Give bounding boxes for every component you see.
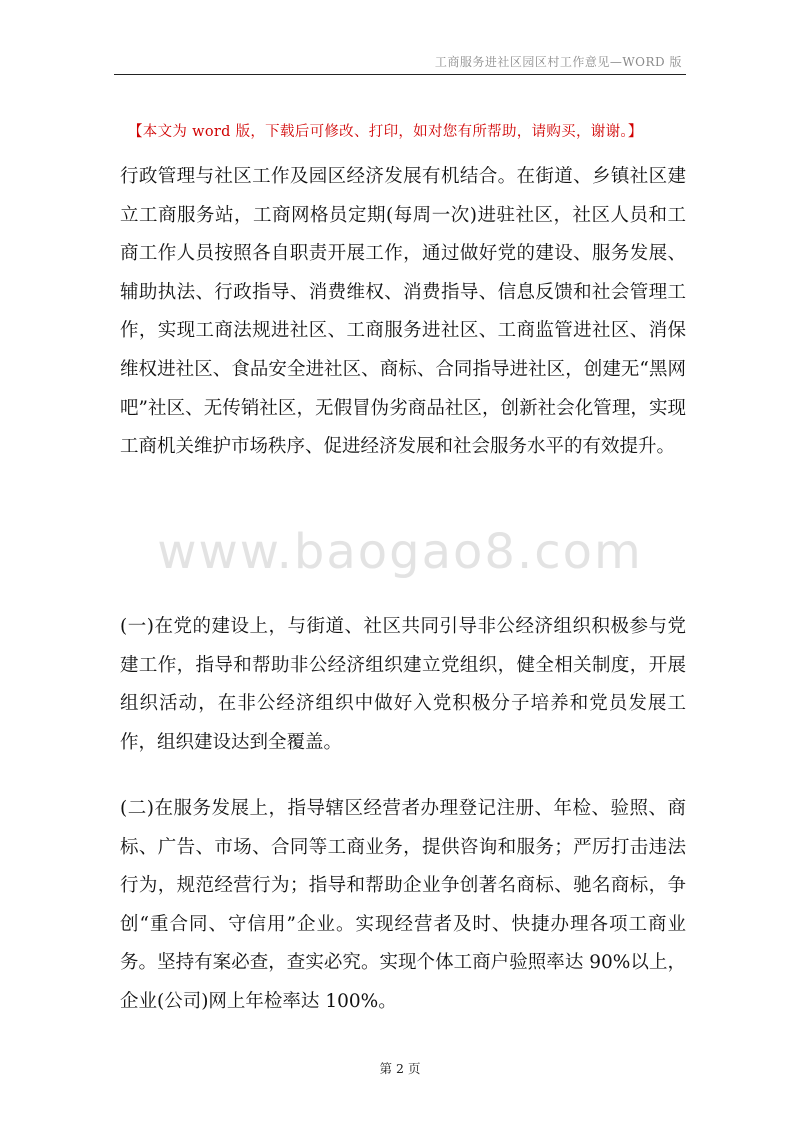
download-notice: 【本文为 word 版，下载后可修改、打印，如对您有所帮助，请购买，谢谢。】 — [128, 124, 643, 140]
watermark: www.baogao8.com — [157, 524, 643, 580]
page-number: 第 2 页 — [379, 1061, 421, 1076]
running-header: 工商服务进社区园区村工作意见—WORD 版 — [434, 55, 682, 69]
header-rule — [114, 74, 686, 75]
paragraph-text: (一)在党的建设上，与街道、社区共同引导非公经济组织积极参与党建工作，指导和帮助非公经济组织建立党组织，健全相关制度，开展组织活动，在非公经济组织中做好入党积极分子培养和党员发展工作，组织建设达到全覆盖。 — [120, 616, 686, 753]
paragraph-text: 行政管理与社区工作及园区经济发展有机结合。在街道、乡镇社区建立工商服务站，工商网格员定期(每周一次)进驻社区，社区人员和工商工作人员按照各自职责开展工作，通过做好党的建设、服务发展、辅助执法、行政指导、消费维权、消费指导、信息反馈和社会管理工作，实现工商法规进社区、工商服务进社区、工商监管进社区、消保维权进社区、食品安全进社区、商标、合同指导进社区，创建无“黑网吧”社区、无传销社区，无假冒伪劣商品社区，创新社会化管理，实现工商机关维护市场秩序、促进经济发展和社会服务水平的有效提升。 — [120, 166, 686, 458]
paragraph-text: (二)在服务发展上，指导辖区经营者办理登记注册、年检、验照、商标、广告、市场、合同等工商业务，提供咨询和服务；严厉打击违法行为，规范经营行为；指导和帮助企业争创著名商标、驰名商标，争创“重合同、守信用”企业。实现经营者及时、快捷办理各项工商业务。坚持有案必查，查实必究。实现个体工商户验照率达 90%以上，企业(公司)网上年检率达 100%。 — [120, 798, 686, 1012]
body-paragraph-3 — [120, 790, 686, 1022]
body-paragraph-2 — [120, 608, 686, 762]
body-paragraph-1 — [120, 158, 686, 467]
